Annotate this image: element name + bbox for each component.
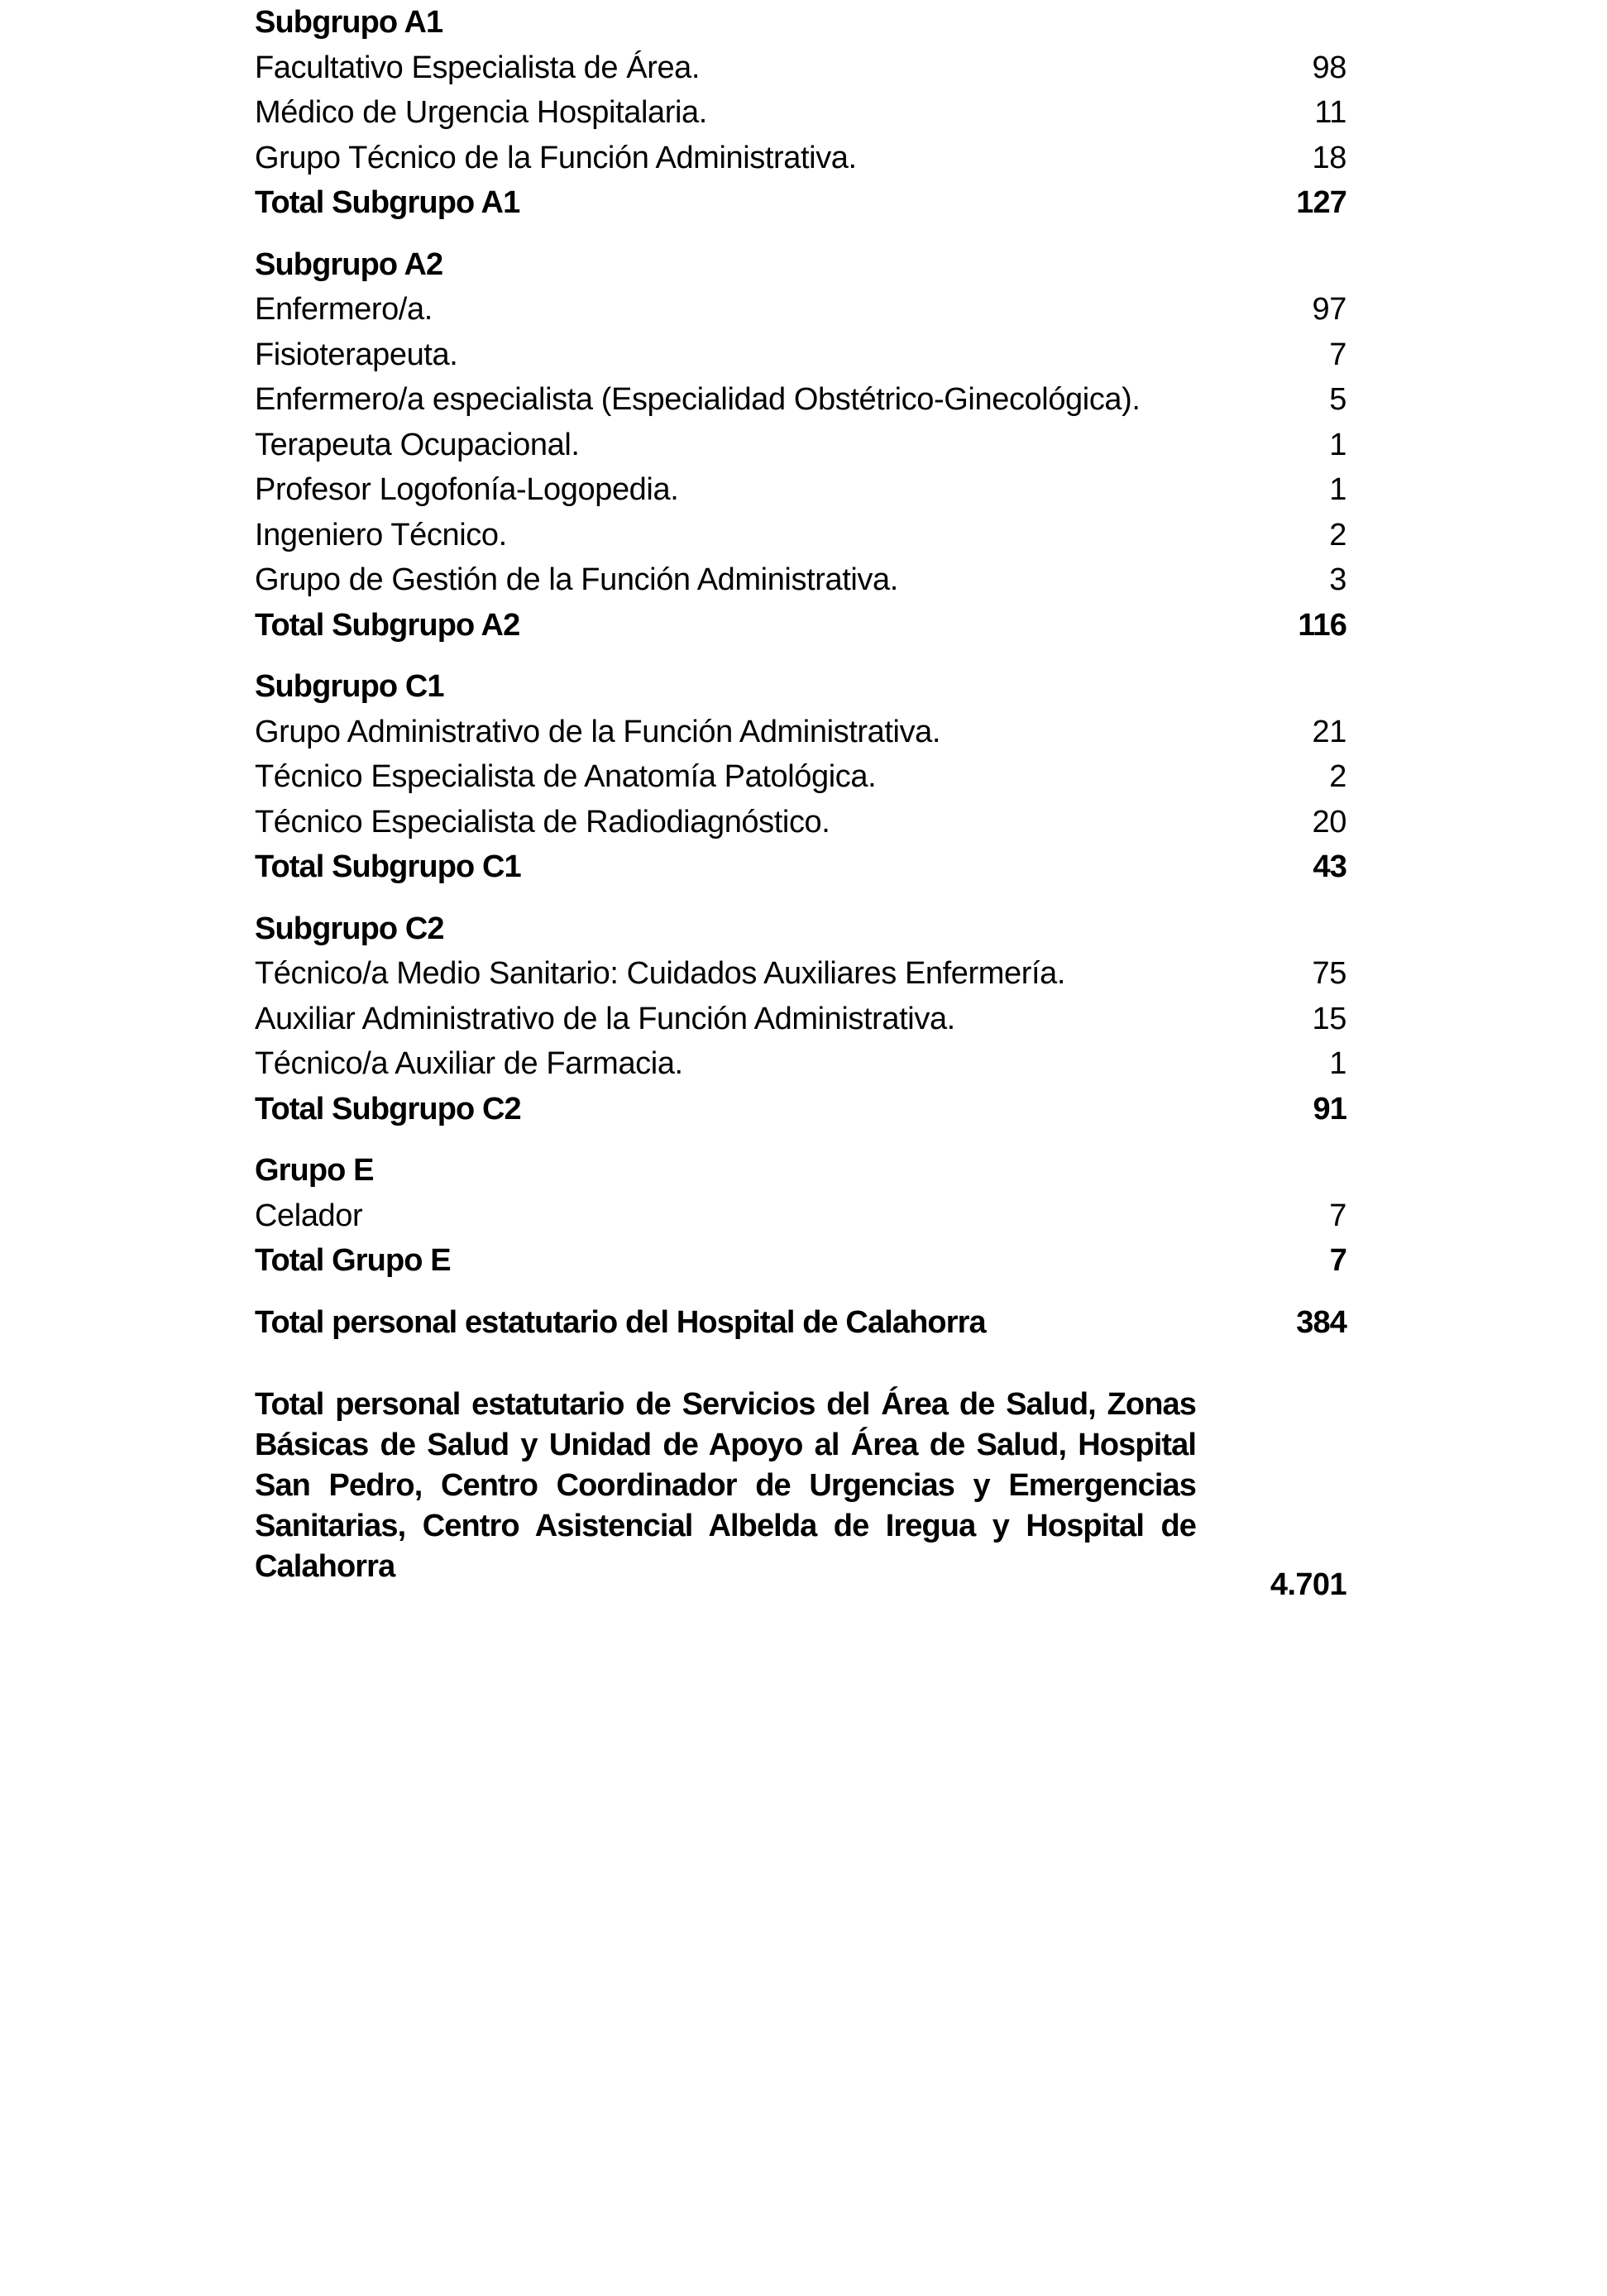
table-row — [255, 332, 1346, 378]
row-label: Médico de Urgencia Hospitalaria. — [255, 95, 707, 130]
group-heading: Subgrupo A2 — [255, 246, 443, 282]
group-e — [255, 1148, 1346, 1284]
row-value: 15 — [1312, 1001, 1346, 1036]
table-row — [255, 997, 1346, 1042]
row-label: Enfermero/a especialista (Especialidad Obstétrico-Ginecológica). — [255, 382, 1141, 417]
subtotal-value: 91 — [1313, 1091, 1346, 1126]
row-label: Grupo Administrativo de la Función Administrativa. — [255, 714, 941, 749]
staff-table — [255, 0, 1346, 1602]
table-row — [255, 90, 1346, 136]
group-c1 — [255, 664, 1346, 890]
row-value: 97 — [1312, 292, 1346, 327]
row-label: Facultativo Especialista de Área. — [255, 50, 701, 85]
table-row — [255, 377, 1346, 423]
row-label: Grupo Técnico de la Función Administrativa. — [255, 140, 857, 175]
hospital-total-row — [255, 1300, 1346, 1346]
table-row — [255, 710, 1346, 755]
subtotal-value: 116 — [1298, 607, 1346, 643]
overall-total-label: Total personal estatutario de Servicios del Área de Salud, Zonas Básicas de Salud y Unidad de Apoyo al Área de Salud, Hospital San Pedro, Centro Coordinador de Urgencias y Emergencias Sanitarias, Centro Asistencial Albelda de Iregua y Hospital de Calahorra — [255, 1387, 1196, 1584]
row-value: 3 — [1329, 562, 1346, 597]
row-label: Enfermero/a. — [255, 292, 433, 327]
table-row — [255, 136, 1346, 181]
row-value: 2 — [1329, 517, 1346, 552]
overall-total-row — [255, 1385, 1346, 1602]
subtotal-value: 127 — [1296, 185, 1346, 220]
row-label: Técnico/a Auxiliar de Farmacia. — [255, 1046, 683, 1081]
group-a2 — [255, 242, 1346, 648]
subtotal-label: Total Subgrupo C1 — [255, 849, 521, 884]
subtotal-row — [255, 180, 1346, 226]
row-value: 1 — [1329, 472, 1346, 507]
subtotal-row — [255, 1087, 1346, 1132]
row-label: Técnico/a Medio Sanitario: Cuidados Auxiliares Enfermería. — [255, 956, 1066, 991]
subtotal-value: 43 — [1313, 849, 1346, 884]
group-heading: Subgrupo C1 — [255, 669, 444, 704]
subtotal-label: Total Subgrupo A2 — [255, 607, 520, 643]
group-a1 — [255, 0, 1346, 226]
table-row — [255, 557, 1346, 603]
row-value: 98 — [1312, 50, 1346, 85]
row-value: 11 — [1314, 95, 1346, 130]
subtotal-row — [255, 603, 1346, 648]
row-label: Profesor Logofonía-Logopedia. — [255, 472, 679, 507]
group-heading: Subgrupo A1 — [255, 5, 443, 40]
row-value: 7 — [1329, 1198, 1346, 1233]
row-value: 2 — [1329, 759, 1346, 794]
table-row — [255, 513, 1346, 558]
subtotal-value: 7 — [1329, 1243, 1346, 1278]
table-row — [255, 1041, 1346, 1087]
subtotal-label: Total Subgrupo C2 — [255, 1091, 521, 1126]
table-row — [255, 754, 1346, 800]
hospital-total-value: 384 — [1296, 1304, 1346, 1340]
table-row — [255, 423, 1346, 468]
row-value: 21 — [1312, 714, 1346, 749]
table-row — [255, 467, 1346, 513]
row-value: 75 — [1312, 956, 1346, 991]
overall-total-value: 4.701 — [1270, 1567, 1346, 1602]
row-value: 1 — [1329, 1046, 1346, 1081]
row-label: Terapeuta Ocupacional. — [255, 427, 580, 462]
group-heading: Grupo E — [255, 1153, 374, 1188]
row-label: Técnico Especialista de Anatomía Patológica. — [255, 759, 877, 794]
table-row — [255, 287, 1346, 332]
row-label: Ingeniero Técnico. — [255, 517, 507, 552]
row-value: 18 — [1312, 140, 1346, 175]
row-value: 20 — [1312, 804, 1346, 839]
table-row — [255, 951, 1346, 997]
row-label: Grupo de Gestión de la Función Administrativa. — [255, 562, 898, 597]
table-row — [255, 45, 1346, 91]
subtotal-label: Total Subgrupo A1 — [255, 185, 520, 220]
row-value: 1 — [1329, 427, 1346, 462]
subtotal-label: Total Grupo E — [255, 1243, 451, 1278]
group-c2 — [255, 906, 1346, 1132]
row-label: Auxiliar Administrativo de la Función Administrativa. — [255, 1001, 955, 1036]
row-value: 7 — [1329, 337, 1346, 372]
hospital-total-label: Total personal estatutario del Hospital de Calahorra — [255, 1304, 986, 1340]
row-label: Celador — [255, 1198, 363, 1233]
row-label: Técnico Especialista de Radiodiagnóstico. — [255, 804, 830, 839]
table-row — [255, 1193, 1346, 1239]
subtotal-row — [255, 844, 1346, 890]
group-heading: Subgrupo C2 — [255, 911, 444, 946]
table-row — [255, 800, 1346, 845]
row-value: 5 — [1329, 382, 1346, 417]
row-label: Fisioterapeuta. — [255, 337, 458, 372]
subtotal-row — [255, 1238, 1346, 1284]
